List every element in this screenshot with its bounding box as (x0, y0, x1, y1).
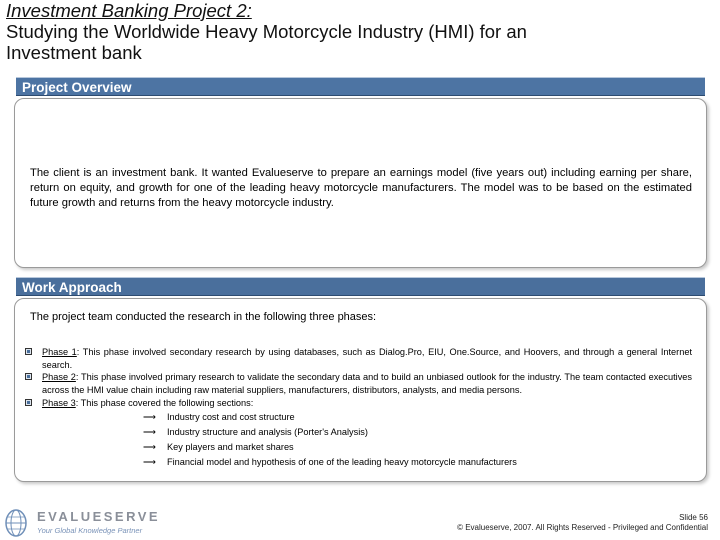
arrow-right-icon: ⟶ (143, 457, 157, 467)
sub-item-label: Key players and market shares (167, 442, 294, 452)
approach-panel (14, 298, 707, 482)
phase-text: : This phase covered the following sections: (75, 398, 254, 408)
sub-item-label: Industry cost and cost structure (167, 412, 295, 422)
square-bullet-icon (25, 348, 32, 355)
title-line-2: Studying the Worldwide Heavy Motorcycle Industry (HMI) for an (6, 21, 527, 42)
phase-name: Phase 2 (42, 372, 76, 382)
square-bullet-icon (25, 373, 32, 380)
arrow-right-icon: ⟶ (143, 427, 157, 437)
brand-name: EVALUESERVE (37, 509, 161, 524)
overview-panel (14, 98, 707, 268)
list-item (143, 411, 295, 424)
footer (0, 488, 720, 540)
list-item (143, 441, 294, 454)
title-line-3: Investment bank (6, 42, 142, 63)
list-item (143, 456, 517, 469)
phase-name: Phase 3 (42, 398, 76, 408)
phase-text: : This phase involved primary research to validate the secondary data and to build an unbiased outlook for the industry. The team contacted executives across the HMI value chain including raw material suppliers, manufacturers, distributors, analysts, and media persons. (42, 372, 692, 395)
globe-logo-icon (5, 508, 27, 538)
copyright-notice: © Evalueserve, 2007. All Rights Reserved - Privileged and Confidential (457, 523, 708, 532)
slide-number: Slide 56 (679, 513, 708, 522)
sub-item-label: Industry structure and analysis (Porter's Analysis) (167, 427, 368, 437)
square-bullet-icon (25, 399, 32, 406)
sub-item-label: Financial model and hypothesis of one of the leading heavy motorcycle manufacturers (167, 457, 517, 467)
approach-intro: The project team conducted the research in the following three phases: (30, 311, 377, 323)
phase-item (42, 397, 692, 410)
phase-item (42, 371, 692, 396)
page-title (6, 0, 706, 63)
title-line-1: Investment Banking Project 2: (6, 0, 252, 21)
phase-item (42, 346, 692, 371)
brand-tagline: Your Global Knowledge Partner (37, 526, 143, 535)
overview-heading: Project Overview (16, 77, 705, 96)
phase-name: Phase 1 (42, 347, 77, 357)
list-item (143, 426, 368, 439)
arrow-right-icon: ⟶ (143, 412, 157, 422)
approach-heading: Work Approach (16, 277, 705, 296)
overview-body: The client is an investment bank. It wanted Evalueserve to prepare an earnings model (five years out) including earning per share, return on equity, and growth for one of the leading heavy motorcycle manufacturers. The model was to be based on the estimated future growth and returns from the heavy motorcycle industry. (30, 167, 692, 209)
phase-text: : This phase involved secondary research by using databases, such as Dialog.Pro, EIU, One.Source, and Hoovers, and through a general Internet search. (42, 347, 693, 370)
arrow-right-icon: ⟶ (143, 442, 157, 452)
